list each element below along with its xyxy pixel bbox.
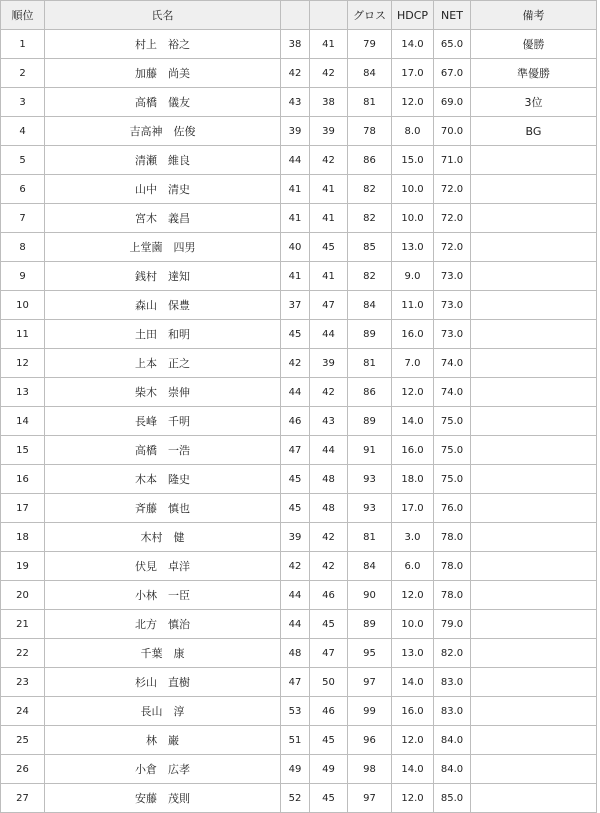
out-score-cell: 44 xyxy=(281,378,310,407)
hdcp-cell: 14.0 xyxy=(392,755,434,784)
rank-cell: 9 xyxy=(1,262,45,291)
in-score-cell: 42 xyxy=(310,59,348,88)
table-row xyxy=(1,117,597,146)
rank-cell: 15 xyxy=(1,436,45,465)
net-cell: 75.0 xyxy=(434,407,471,436)
out-score-cell: 53 xyxy=(281,697,310,726)
rank-cell: 23 xyxy=(1,668,45,697)
gross-cell: 82 xyxy=(348,204,392,233)
hdcp-cell: 9.0 xyxy=(392,262,434,291)
note-cell xyxy=(471,494,597,523)
note-cell xyxy=(471,639,597,668)
table-row xyxy=(1,726,597,755)
gross-cell: 97 xyxy=(348,668,392,697)
out-score-cell: 47 xyxy=(281,436,310,465)
table-row xyxy=(1,610,597,639)
gross-cell: 84 xyxy=(348,59,392,88)
name-cell: 高橋 一浩 xyxy=(45,436,281,465)
net-cell: 75.0 xyxy=(434,436,471,465)
out-score-cell: 44 xyxy=(281,610,310,639)
hdcp-cell: 16.0 xyxy=(392,697,434,726)
hdcp-cell: 8.0 xyxy=(392,117,434,146)
rank-cell: 22 xyxy=(1,639,45,668)
table-row xyxy=(1,204,597,233)
table-row xyxy=(1,523,597,552)
out-score-cell: 41 xyxy=(281,175,310,204)
hdcp-cell: 10.0 xyxy=(392,610,434,639)
in-score-cell: 46 xyxy=(310,581,348,610)
table-row xyxy=(1,581,597,610)
name-cell: 長峰 千明 xyxy=(45,407,281,436)
hdcp-cell: 15.0 xyxy=(392,146,434,175)
header-rank: 順位 xyxy=(1,1,45,30)
table-row xyxy=(1,436,597,465)
note-cell: 準優勝 xyxy=(471,59,597,88)
hdcp-cell: 14.0 xyxy=(392,668,434,697)
hdcp-cell: 17.0 xyxy=(392,59,434,88)
header-name: 氏名 xyxy=(45,1,281,30)
hdcp-cell: 12.0 xyxy=(392,378,434,407)
rank-cell: 24 xyxy=(1,697,45,726)
table-row xyxy=(1,668,597,697)
rank-cell: 10 xyxy=(1,291,45,320)
hdcp-cell: 16.0 xyxy=(392,436,434,465)
rank-cell: 17 xyxy=(1,494,45,523)
note-cell xyxy=(471,697,597,726)
out-score-cell: 37 xyxy=(281,291,310,320)
net-cell: 76.0 xyxy=(434,494,471,523)
out-score-cell: 47 xyxy=(281,668,310,697)
rank-cell: 18 xyxy=(1,523,45,552)
in-score-cell: 44 xyxy=(310,436,348,465)
rank-cell: 1 xyxy=(1,30,45,59)
in-score-cell: 41 xyxy=(310,30,348,59)
rank-cell: 27 xyxy=(1,784,45,813)
table-row xyxy=(1,784,597,813)
rank-cell: 26 xyxy=(1,755,45,784)
gross-cell: 82 xyxy=(348,262,392,291)
rank-cell: 7 xyxy=(1,204,45,233)
gross-cell: 89 xyxy=(348,610,392,639)
name-cell: 長山 淳 xyxy=(45,697,281,726)
gross-cell: 79 xyxy=(348,30,392,59)
in-score-cell: 42 xyxy=(310,146,348,175)
note-cell xyxy=(471,436,597,465)
in-score-cell: 39 xyxy=(310,117,348,146)
in-score-cell: 42 xyxy=(310,552,348,581)
note-cell xyxy=(471,668,597,697)
hdcp-cell: 13.0 xyxy=(392,639,434,668)
table-row xyxy=(1,349,597,378)
note-cell xyxy=(471,204,597,233)
out-score-cell: 39 xyxy=(281,523,310,552)
net-cell: 74.0 xyxy=(434,349,471,378)
hdcp-cell: 6.0 xyxy=(392,552,434,581)
name-cell: 上堂薗 四男 xyxy=(45,233,281,262)
name-cell: 伏見 卓洋 xyxy=(45,552,281,581)
note-cell: BG xyxy=(471,117,597,146)
gross-cell: 99 xyxy=(348,697,392,726)
in-score-cell: 47 xyxy=(310,291,348,320)
out-score-cell: 41 xyxy=(281,262,310,291)
net-cell: 73.0 xyxy=(434,291,471,320)
out-score-cell: 52 xyxy=(281,784,310,813)
in-score-cell: 42 xyxy=(310,378,348,407)
note-cell xyxy=(471,291,597,320)
gross-cell: 93 xyxy=(348,465,392,494)
hdcp-cell: 18.0 xyxy=(392,465,434,494)
table-row xyxy=(1,407,597,436)
table-row xyxy=(1,233,597,262)
name-cell: 上本 正之 xyxy=(45,349,281,378)
gross-cell: 82 xyxy=(348,175,392,204)
header-hdcp: HDCP xyxy=(392,1,434,30)
table-row xyxy=(1,175,597,204)
in-score-cell: 41 xyxy=(310,262,348,291)
header-net: NET xyxy=(434,1,471,30)
note-cell: 優勝 xyxy=(471,30,597,59)
net-cell: 78.0 xyxy=(434,581,471,610)
net-cell: 65.0 xyxy=(434,30,471,59)
rank-cell: 25 xyxy=(1,726,45,755)
hdcp-cell: 12.0 xyxy=(392,88,434,117)
out-score-cell: 42 xyxy=(281,59,310,88)
note-cell xyxy=(471,407,597,436)
note-cell xyxy=(471,784,597,813)
header-gross: グロス xyxy=(348,1,392,30)
gross-cell: 84 xyxy=(348,291,392,320)
table-row xyxy=(1,30,597,59)
net-cell: 70.0 xyxy=(434,117,471,146)
note-cell xyxy=(471,610,597,639)
hdcp-cell: 10.0 xyxy=(392,204,434,233)
name-cell: 小林 一臣 xyxy=(45,581,281,610)
gross-cell: 86 xyxy=(348,146,392,175)
name-cell: 村上 裕之 xyxy=(45,30,281,59)
net-cell: 83.0 xyxy=(434,697,471,726)
in-score-cell: 48 xyxy=(310,465,348,494)
net-cell: 84.0 xyxy=(434,726,471,755)
table-row xyxy=(1,552,597,581)
rank-cell: 16 xyxy=(1,465,45,494)
rank-cell: 11 xyxy=(1,320,45,349)
rank-cell: 6 xyxy=(1,175,45,204)
net-cell: 72.0 xyxy=(434,204,471,233)
rank-cell: 13 xyxy=(1,378,45,407)
gross-cell: 90 xyxy=(348,581,392,610)
table-header xyxy=(1,1,597,30)
hdcp-cell: 17.0 xyxy=(392,494,434,523)
name-cell: 加藤 尚美 xyxy=(45,59,281,88)
out-score-cell: 45 xyxy=(281,465,310,494)
out-score-cell: 48 xyxy=(281,639,310,668)
net-cell: 84.0 xyxy=(434,755,471,784)
name-cell: 木村 健 xyxy=(45,523,281,552)
rank-cell: 12 xyxy=(1,349,45,378)
name-cell: 土田 和明 xyxy=(45,320,281,349)
hdcp-cell: 13.0 xyxy=(392,233,434,262)
hdcp-cell: 3.0 xyxy=(392,523,434,552)
gross-cell: 86 xyxy=(348,378,392,407)
hdcp-cell: 14.0 xyxy=(392,407,434,436)
net-cell: 72.0 xyxy=(434,233,471,262)
name-cell: 林 巌 xyxy=(45,726,281,755)
name-cell: 安藤 茂則 xyxy=(45,784,281,813)
net-cell: 67.0 xyxy=(434,59,471,88)
in-score-cell: 41 xyxy=(310,175,348,204)
hdcp-cell: 12.0 xyxy=(392,784,434,813)
net-cell: 73.0 xyxy=(434,320,471,349)
in-score-cell: 41 xyxy=(310,204,348,233)
out-score-cell: 42 xyxy=(281,349,310,378)
table-row xyxy=(1,378,597,407)
name-cell: 宮木 義昌 xyxy=(45,204,281,233)
out-score-cell: 44 xyxy=(281,146,310,175)
name-cell: 高橋 儀友 xyxy=(45,88,281,117)
name-cell: 小倉 広孝 xyxy=(45,755,281,784)
header-out xyxy=(281,1,310,30)
table-row xyxy=(1,697,597,726)
net-cell: 74.0 xyxy=(434,378,471,407)
table-body xyxy=(1,30,597,813)
gross-cell: 98 xyxy=(348,755,392,784)
net-cell: 75.0 xyxy=(434,465,471,494)
hdcp-cell: 12.0 xyxy=(392,581,434,610)
net-cell: 78.0 xyxy=(434,523,471,552)
rank-cell: 3 xyxy=(1,88,45,117)
net-cell: 69.0 xyxy=(434,88,471,117)
gross-cell: 96 xyxy=(348,726,392,755)
hdcp-cell: 11.0 xyxy=(392,291,434,320)
in-score-cell: 46 xyxy=(310,697,348,726)
gross-cell: 84 xyxy=(348,552,392,581)
header-in xyxy=(310,1,348,30)
note-cell xyxy=(471,755,597,784)
name-cell: 清瀬 維良 xyxy=(45,146,281,175)
hdcp-cell: 14.0 xyxy=(392,30,434,59)
in-score-cell: 39 xyxy=(310,349,348,378)
table-row xyxy=(1,262,597,291)
name-cell: 斉藤 慎也 xyxy=(45,494,281,523)
net-cell: 82.0 xyxy=(434,639,471,668)
out-score-cell: 43 xyxy=(281,88,310,117)
in-score-cell: 45 xyxy=(310,610,348,639)
out-score-cell: 45 xyxy=(281,320,310,349)
in-score-cell: 45 xyxy=(310,784,348,813)
name-cell: 吉高神 佐俊 xyxy=(45,117,281,146)
gross-cell: 91 xyxy=(348,436,392,465)
name-cell: 杉山 直樹 xyxy=(45,668,281,697)
in-score-cell: 47 xyxy=(310,639,348,668)
table-row xyxy=(1,320,597,349)
name-cell: 木本 隆史 xyxy=(45,465,281,494)
header-note: 備考 xyxy=(471,1,597,30)
gross-cell: 89 xyxy=(348,320,392,349)
hdcp-cell: 10.0 xyxy=(392,175,434,204)
rank-cell: 5 xyxy=(1,146,45,175)
note-cell xyxy=(471,233,597,262)
hdcp-cell: 7.0 xyxy=(392,349,434,378)
in-score-cell: 42 xyxy=(310,523,348,552)
net-cell: 73.0 xyxy=(434,262,471,291)
in-score-cell: 43 xyxy=(310,407,348,436)
gross-cell: 81 xyxy=(348,523,392,552)
out-score-cell: 40 xyxy=(281,233,310,262)
table-row xyxy=(1,494,597,523)
note-cell xyxy=(471,175,597,204)
note-cell xyxy=(471,465,597,494)
net-cell: 83.0 xyxy=(434,668,471,697)
gross-cell: 78 xyxy=(348,117,392,146)
table-row xyxy=(1,465,597,494)
gross-cell: 89 xyxy=(348,407,392,436)
out-score-cell: 51 xyxy=(281,726,310,755)
rank-cell: 8 xyxy=(1,233,45,262)
rank-cell: 4 xyxy=(1,117,45,146)
note-cell xyxy=(471,523,597,552)
out-score-cell: 38 xyxy=(281,30,310,59)
out-score-cell: 42 xyxy=(281,552,310,581)
gross-cell: 81 xyxy=(348,349,392,378)
table-row xyxy=(1,59,597,88)
gross-cell: 97 xyxy=(348,784,392,813)
net-cell: 72.0 xyxy=(434,175,471,204)
net-cell: 78.0 xyxy=(434,552,471,581)
in-score-cell: 45 xyxy=(310,233,348,262)
net-cell: 85.0 xyxy=(434,784,471,813)
note-cell xyxy=(471,581,597,610)
hdcp-cell: 12.0 xyxy=(392,726,434,755)
net-cell: 71.0 xyxy=(434,146,471,175)
out-score-cell: 46 xyxy=(281,407,310,436)
out-score-cell: 39 xyxy=(281,117,310,146)
note-cell: 3位 xyxy=(471,88,597,117)
net-cell: 79.0 xyxy=(434,610,471,639)
out-score-cell: 45 xyxy=(281,494,310,523)
note-cell xyxy=(471,146,597,175)
name-cell: 山中 清史 xyxy=(45,175,281,204)
note-cell xyxy=(471,262,597,291)
note-cell xyxy=(471,726,597,755)
out-score-cell: 49 xyxy=(281,755,310,784)
out-score-cell: 44 xyxy=(281,581,310,610)
hdcp-cell: 16.0 xyxy=(392,320,434,349)
in-score-cell: 48 xyxy=(310,494,348,523)
gross-cell: 85 xyxy=(348,233,392,262)
name-cell: 森山 保豊 xyxy=(45,291,281,320)
note-cell xyxy=(471,378,597,407)
rank-cell: 2 xyxy=(1,59,45,88)
in-score-cell: 45 xyxy=(310,726,348,755)
gross-cell: 95 xyxy=(348,639,392,668)
in-score-cell: 44 xyxy=(310,320,348,349)
note-cell xyxy=(471,552,597,581)
out-score-cell: 41 xyxy=(281,204,310,233)
header-row xyxy=(1,1,597,30)
table-row xyxy=(1,146,597,175)
in-score-cell: 50 xyxy=(310,668,348,697)
rank-cell: 14 xyxy=(1,407,45,436)
in-score-cell: 49 xyxy=(310,755,348,784)
name-cell: 柴木 崇伸 xyxy=(45,378,281,407)
table-row xyxy=(1,291,597,320)
gross-cell: 81 xyxy=(348,88,392,117)
name-cell: 千葉 康 xyxy=(45,639,281,668)
name-cell: 銭村 達知 xyxy=(45,262,281,291)
table-row xyxy=(1,88,597,117)
rank-cell: 20 xyxy=(1,581,45,610)
rank-cell: 21 xyxy=(1,610,45,639)
rank-cell: 19 xyxy=(1,552,45,581)
table-row xyxy=(1,755,597,784)
in-score-cell: 38 xyxy=(310,88,348,117)
name-cell: 北方 慎治 xyxy=(45,610,281,639)
table-row xyxy=(1,639,597,668)
note-cell xyxy=(471,320,597,349)
note-cell xyxy=(471,349,597,378)
gross-cell: 93 xyxy=(348,494,392,523)
